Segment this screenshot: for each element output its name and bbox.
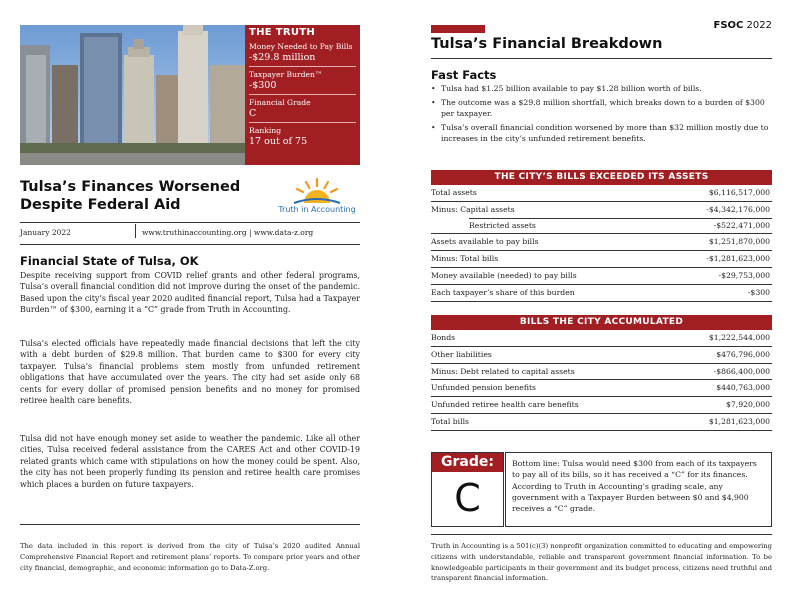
row-label: Minus: Capital assets bbox=[431, 204, 515, 214]
row-amount: -$1,281,623,000 bbox=[706, 254, 770, 264]
fast-facts-list bbox=[431, 84, 772, 148]
grade-label: Grade: bbox=[432, 453, 503, 472]
assets-table bbox=[431, 170, 772, 302]
divider bbox=[20, 222, 360, 223]
row-amount: $1,222,544,000 bbox=[708, 333, 770, 342]
bullet-icon: • bbox=[431, 98, 436, 108]
row-amount: -$4,342,176,000 bbox=[706, 204, 770, 214]
truth-item-label: Taxpayer Burden™ bbox=[249, 70, 323, 79]
table-row bbox=[431, 185, 772, 202]
table-row bbox=[431, 202, 772, 218]
body-paragraph: Despite receiving support from COVID relief grants and other federal programs, Tulsa’s overall financial condition did not improve during the onset of the pandemic. Based upon the city’s fiscal year 2020 audited financial report, Tulsa had a Taxpayer Burden™ of $300, earning it a “C” grade from Truth in Accounting. bbox=[20, 271, 360, 315]
table-row bbox=[431, 234, 772, 251]
series-label bbox=[700, 20, 772, 31]
row-label: Minus: Debt related to capital assets bbox=[431, 366, 575, 376]
logo-text: Truth in Accounting bbox=[278, 205, 356, 214]
table-heading: THE CITY’S BILLS EXCEEDED ITS ASSETS bbox=[431, 170, 772, 185]
bullet-icon: • bbox=[431, 123, 436, 133]
row-amount: $476,796,000 bbox=[716, 349, 770, 359]
city-skyline-photo bbox=[20, 25, 245, 165]
divider bbox=[431, 534, 772, 535]
truth-item-value: 17 out of 75 bbox=[249, 136, 308, 147]
truth-item-value: -$300 bbox=[249, 80, 277, 91]
page-headline bbox=[20, 178, 260, 214]
divider bbox=[249, 94, 356, 95]
the-truth-box bbox=[245, 25, 360, 165]
table-row bbox=[431, 251, 772, 268]
row-amount: -$522,471,000 bbox=[713, 220, 770, 230]
truth-item-value: -$29.8 million bbox=[249, 52, 316, 63]
row-amount: -$300 bbox=[747, 287, 770, 297]
page-title: Tulsa’s Financial Breakdown bbox=[431, 36, 663, 52]
fast-facts-heading: Fast Facts bbox=[431, 68, 497, 82]
truth-in-accounting-logo bbox=[276, 175, 358, 223]
divider bbox=[431, 58, 772, 59]
truth-item-value: C bbox=[249, 108, 257, 119]
row-label: Total assets bbox=[431, 188, 477, 197]
fact-text: The outcome was a $29.8 million shortfall, which breaks down to a burden of $300 per taxpayer. bbox=[441, 98, 765, 118]
headline-line: Despite Federal Aid bbox=[20, 197, 181, 213]
row-amount: $1,281,623,000 bbox=[708, 416, 770, 426]
list-item bbox=[431, 84, 772, 94]
row-amount: $6,116,517,000 bbox=[708, 188, 770, 197]
table-row bbox=[431, 268, 772, 285]
series-year: 2022 bbox=[746, 20, 772, 31]
the-truth-title: THE TRUTH bbox=[249, 27, 316, 38]
table-row bbox=[431, 285, 772, 302]
bottom-line-box: Bottom line: Tulsa would need $300 from each of its taxpayers to pay all of its bills, so it has received a “C” for its finances. According to Truth in Accounting’s grading scale, any government with a Taxpayer Burden between $0 and $4,900 receives a “C” grade. bbox=[505, 452, 772, 527]
data-source-footer: The data included in this report is derived from the city of Tulsa’s 2020 audited Annual Comprehensive Financial Report and retirement plans’ reports. To compare prior years and other city financial, demographic, and economic information go to Data-Z.org. bbox=[20, 542, 360, 572]
divider bbox=[20, 524, 360, 525]
truth-item-label: Financial Grade bbox=[249, 98, 311, 107]
table-row bbox=[431, 364, 772, 381]
row-amount: $1,251,870,000 bbox=[708, 237, 770, 247]
website-urls: www.truthinaccounting.org | www.data-z.org bbox=[142, 228, 314, 237]
table-heading: BILLS THE CITY ACCUMULATED bbox=[431, 315, 772, 330]
fact-text: Tulsa had $1.25 billion available to pay $1.28 billion worth of bills. bbox=[441, 84, 702, 93]
table-row bbox=[431, 347, 772, 364]
row-label: Bonds bbox=[431, 333, 456, 342]
row-label: Unfunded pension benefits bbox=[431, 383, 536, 393]
table-row bbox=[431, 330, 772, 347]
truth-item-label: Money Needed to Pay Bills bbox=[249, 42, 353, 51]
row-label: Minus: Total bills bbox=[431, 254, 499, 264]
divider bbox=[20, 244, 360, 245]
table-row bbox=[431, 218, 772, 235]
table-row bbox=[431, 414, 772, 431]
bills-table bbox=[431, 315, 772, 431]
list-item bbox=[431, 123, 772, 144]
list-item bbox=[431, 98, 772, 119]
row-amount: -$866,400,000 bbox=[713, 366, 770, 376]
row-amount: $440,763,000 bbox=[716, 383, 770, 393]
series-name: FSOC bbox=[713, 20, 744, 31]
row-amount: $7,920,000 bbox=[725, 400, 770, 410]
divider bbox=[135, 224, 136, 238]
row-label: Unfunded retiree health care benefits bbox=[431, 400, 579, 410]
row-label: Total bills bbox=[431, 416, 469, 426]
row-label: Restricted assets bbox=[469, 220, 536, 230]
divider bbox=[249, 122, 356, 123]
grade-letter: C bbox=[454, 476, 481, 520]
row-amount: -$29,753,000 bbox=[718, 270, 770, 280]
row-label: Money available (needed) to pay bills bbox=[431, 270, 577, 280]
headline-line: Tulsa’s Finances Worsened bbox=[20, 179, 241, 195]
fact-text: Tulsa’s overall financial condition worsened by more than $32 million mostly due to increases in the city’s unfunded retirement benefits. bbox=[441, 123, 769, 143]
publish-date: January 2022 bbox=[20, 228, 71, 237]
body-paragraph: Tulsa’s elected officials have repeatedly made financial decisions that left the city with a debt burden of $29.8 million. That burden came to $300 for every city taxpayer. Tulsa’s financial problems stem mostly from unfunded retirement obligations that have accumulated over the years. The city had set aside only 68 cents for every dollar of promised pension benefits and no money for promised retiree health care benefits. bbox=[20, 339, 360, 406]
table-row bbox=[431, 380, 772, 397]
row-label: Assets available to pay bills bbox=[431, 237, 539, 247]
truth-item-label: Ranking bbox=[249, 126, 282, 135]
bullet-icon: • bbox=[431, 84, 436, 93]
table-row bbox=[431, 397, 772, 414]
row-label: Each taxpayer’s share of this burden bbox=[431, 287, 575, 297]
accent-bar bbox=[431, 25, 485, 33]
organization-footer: Truth in Accounting is a 501(c)(3) nonprofit organization committed to educating and empowering citizens with understandable, reliable and transparent government financial information. To be knowledgeable participants in their government and its budget process, citizens need truthful and transparent financial information. bbox=[431, 542, 772, 583]
row-label: Other liabilities bbox=[431, 349, 492, 359]
body-paragraph: Tulsa did not have enough money set aside to weather the pandemic. Like all other cities, Tulsa received federal assistance from the CARES Act and other COVID-19 related grants which came with stipulations on how the money could be spent. Also, the city has not been properly funding its pension and retiree health care promises which places a burden on future taxpayers. bbox=[20, 434, 360, 489]
grade-box bbox=[431, 452, 504, 527]
divider bbox=[249, 66, 356, 67]
section-heading: Financial State of Tulsa, OK bbox=[20, 254, 199, 268]
